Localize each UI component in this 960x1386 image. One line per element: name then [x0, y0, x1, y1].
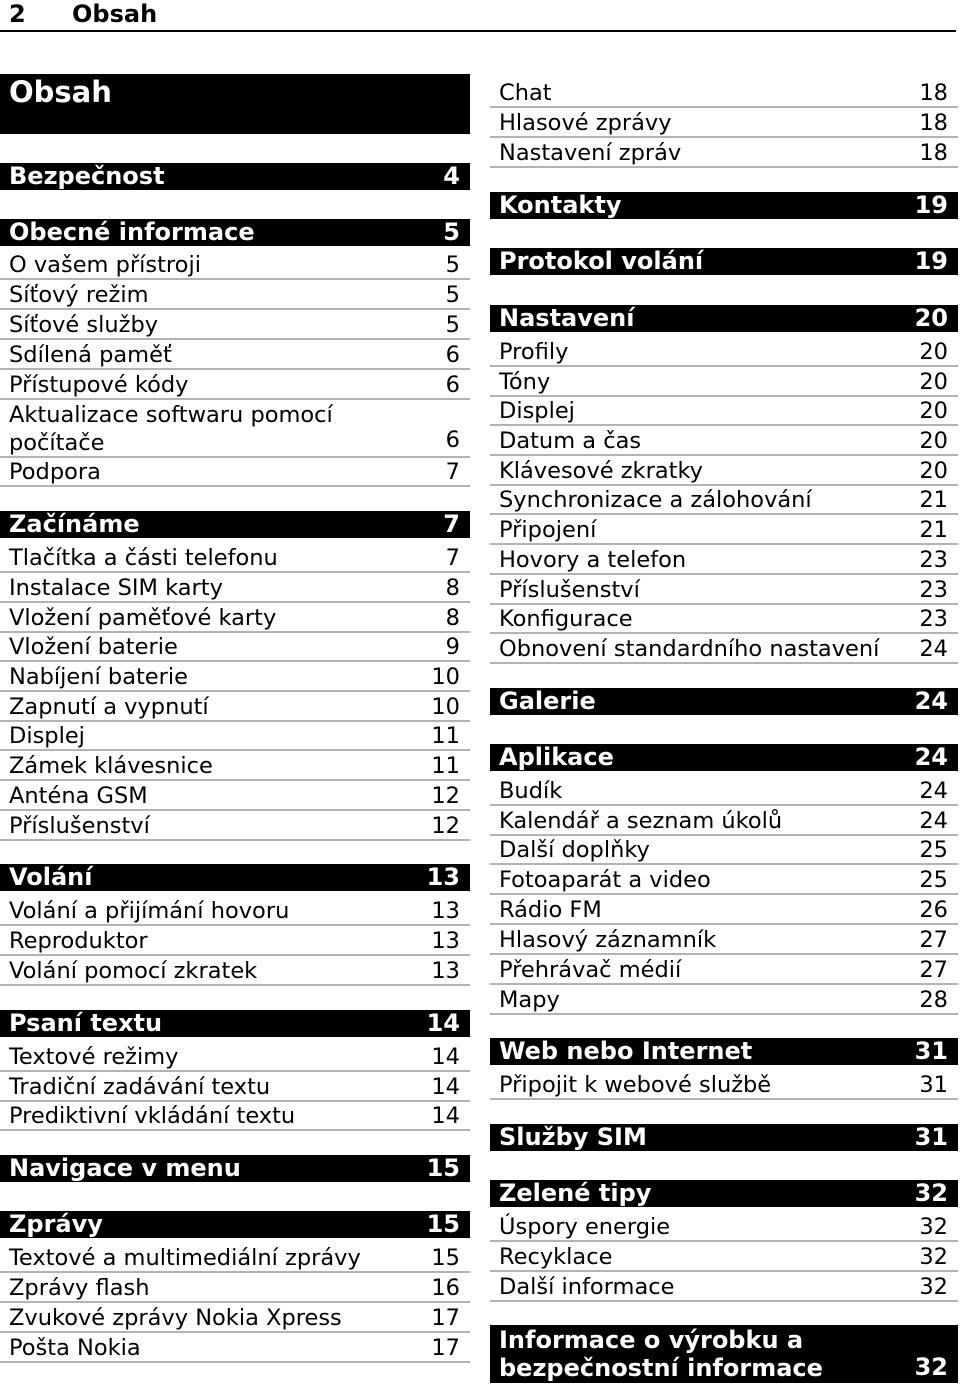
entry-title: Přehrávač médií [499, 957, 682, 983]
entry-title: Příslušenství [499, 577, 640, 603]
entry-title: Instalace SIM karty [9, 575, 223, 601]
entry-title: Rádio FM [499, 897, 602, 923]
toc-section-heading[interactable] [490, 305, 958, 332]
toc-entry[interactable] [0, 250, 470, 280]
toc-entry[interactable] [0, 781, 470, 811]
toc-entry[interactable] [0, 310, 470, 340]
page-ref: 5 [445, 252, 460, 278]
entry-title: Hlasové zprávy [499, 110, 672, 136]
entry-title: Připojit k webové službě [499, 1072, 772, 1098]
page-ref: 31 [914, 1123, 948, 1151]
page-ref: 19 [914, 191, 948, 219]
entry-title: Fotoaparát a video [499, 867, 711, 893]
page-ref: 32 [919, 1244, 948, 1270]
entry-title: Displej [9, 723, 85, 749]
page-ref: 20 [914, 304, 948, 332]
page-ref: 5 [445, 312, 460, 338]
entry-title: Zapnutí a vypnutí [9, 694, 209, 720]
toc-entry[interactable] [0, 399, 470, 458]
page-ref: 20 [919, 398, 948, 424]
entry-title: Další informace [499, 1274, 675, 1300]
entry-title: Přístupové kódy [9, 372, 189, 398]
page-ref: 8 [445, 575, 460, 601]
toc-entry[interactable] [490, 835, 958, 865]
page-ref: 25 [919, 867, 948, 893]
toc-entry[interactable] [490, 895, 958, 925]
page-ref: 5 [443, 218, 460, 246]
page-ref: 15 [426, 1210, 460, 1238]
entry-title: O vašem přístroji [9, 252, 201, 278]
entry-title: Synchronizace a zálohování [499, 487, 812, 513]
page-ref: 11 [431, 753, 460, 779]
section-title: Začínáme [9, 510, 140, 538]
page-ref: 26 [919, 897, 948, 923]
toc-entry[interactable] [0, 280, 470, 310]
page-ref: 19 [914, 247, 948, 275]
toc-entry[interactable] [490, 985, 958, 1015]
page-ref: 7 [445, 459, 460, 485]
toc-section-heading[interactable] [0, 511, 470, 538]
page-ref: 17 [431, 1305, 460, 1331]
section-title: Web nebo Internet [499, 1037, 753, 1065]
toc-entry[interactable] [490, 337, 958, 367]
page-ref: 14 [426, 1009, 460, 1037]
page-ref: 24 [919, 778, 948, 804]
section-title: Volání [9, 863, 93, 891]
entry-title: Další doplňky [499, 837, 650, 863]
page-ref: 24 [919, 808, 948, 834]
entry-title: Tóny [499, 369, 551, 395]
entry-title: Hovory a telefon [499, 547, 687, 573]
toc-entry[interactable] [0, 692, 470, 722]
toc-entry[interactable] [490, 955, 958, 985]
toc-section-heading[interactable] [0, 163, 470, 190]
page-ref: 8 [445, 605, 460, 631]
toc-section-heading[interactable] [490, 1180, 958, 1207]
page-ref: 13 [431, 958, 460, 984]
page-ref: 10 [431, 694, 460, 720]
entry-title: Zámek klávesnice [9, 753, 213, 779]
entry-title: Konfigurace [499, 606, 633, 632]
entry-title: Sdílená paměť [9, 342, 172, 368]
toc-entry[interactable] [490, 138, 958, 168]
page-ref: 16 [431, 1275, 460, 1301]
toc-entry[interactable] [490, 456, 958, 486]
toc-section-heading[interactable] [0, 1155, 470, 1182]
page-ref: 14 [431, 1103, 460, 1129]
entry-title: Vložení baterie [9, 634, 178, 660]
toc-entry[interactable] [490, 806, 958, 836]
page-ref: 24 [914, 743, 948, 771]
entry-title: Tradiční zadávání textu [9, 1074, 271, 1100]
page-ref: 20 [919, 458, 948, 484]
page-ref: 32 [914, 1179, 948, 1207]
entry-title: Podpora [9, 459, 101, 485]
entry-title: Tlačítka a části telefonu [9, 545, 278, 571]
toc-entry[interactable] [0, 956, 470, 986]
page-ref: 15 [431, 1245, 460, 1271]
section-title: Aplikace [499, 743, 614, 771]
toc-section-heading[interactable] [490, 744, 958, 771]
toc-entry[interactable] [490, 634, 958, 664]
section-title: Navigace v menu [9, 1154, 241, 1182]
page-ref: 25 [919, 837, 948, 863]
entry-title: Chat [499, 80, 552, 106]
page-ref: 6 [445, 372, 460, 398]
toc-section-heading[interactable] [490, 1325, 958, 1383]
toc-entry[interactable] [490, 604, 958, 634]
toc-entry[interactable] [0, 896, 470, 926]
entry-title: Textové režimy [9, 1044, 179, 1070]
toc-entry[interactable] [0, 370, 470, 400]
section-title: Galerie [499, 687, 596, 715]
toc-main-title [0, 74, 470, 134]
toc-main-title-text: Obsah [9, 75, 112, 109]
toc-section-heading[interactable] [0, 1211, 470, 1238]
toc-entry[interactable] [0, 751, 470, 781]
page-ref: 6 [445, 427, 460, 453]
entry-title: Zvukové zprávy Nokia Xpress [9, 1305, 342, 1331]
toc-entry[interactable] [0, 1303, 470, 1333]
page-ref: 11 [431, 723, 460, 749]
toc-entry[interactable] [490, 776, 958, 806]
toc-entry[interactable] [0, 543, 470, 573]
toc-entry[interactable] [490, 367, 958, 397]
page-ref: 15 [426, 1154, 460, 1182]
entry-title: Nastavení zpráv [499, 140, 682, 166]
toc-section-heading[interactable] [490, 1038, 958, 1065]
entry-title: Síťové služby [9, 312, 159, 338]
toc-entry[interactable] [490, 108, 958, 138]
section-title: Nastavení [499, 304, 635, 332]
entry-title: Datum a čas [499, 428, 642, 454]
entry-title: Volání a přijímání hovoru [9, 898, 290, 924]
toc-entry[interactable] [490, 575, 958, 605]
section-title: Zprávy [9, 1210, 103, 1238]
running-title: Obsah [72, 0, 158, 28]
section-title: Obecné informace [9, 218, 255, 246]
entry-title: Aktualizace softwaru pomocí počítače [9, 402, 333, 456]
toc-entry[interactable] [490, 1212, 958, 1242]
toc-entry[interactable] [490, 426, 958, 456]
page-ref: 32 [919, 1214, 948, 1240]
toc-section-heading[interactable] [0, 1010, 470, 1037]
toc-entry[interactable] [490, 1272, 958, 1302]
page-ref: 18 [919, 140, 948, 166]
page-ref: 10 [431, 664, 460, 690]
page-ref: 13 [431, 898, 460, 924]
entry-title: Profily [499, 339, 569, 365]
toc-entry[interactable] [490, 485, 958, 515]
toc-entry[interactable] [0, 721, 470, 751]
toc-section-heading[interactable] [0, 864, 470, 891]
toc-entry[interactable] [490, 396, 958, 426]
page-ref: 13 [426, 863, 460, 891]
entry-title: Kalendář a seznam úkolů [499, 808, 783, 834]
entry-title: Recyklace [499, 1244, 613, 1270]
toc-entry[interactable] [0, 1243, 470, 1273]
page-ref: 6 [445, 342, 460, 368]
page-ref: 28 [919, 987, 948, 1013]
toc-section-heading[interactable] [490, 688, 958, 715]
page-ref: 23 [919, 547, 948, 573]
page-ref: 12 [431, 813, 460, 839]
entry-title: Budík [499, 778, 563, 804]
entry-title: Volání pomocí zkratek [9, 958, 258, 984]
entry-title: Úspory energie [499, 1214, 671, 1240]
section-title: Služby SIM [499, 1123, 647, 1151]
page-ref: 32 [919, 1274, 948, 1300]
page-ref: 7 [443, 510, 460, 538]
toc-entry[interactable] [0, 662, 470, 692]
page-ref: 21 [919, 487, 948, 513]
page-ref: 9 [445, 634, 460, 660]
toc-section-heading[interactable] [490, 248, 958, 275]
entry-title: Příslušenství [9, 813, 150, 839]
toc-entry[interactable] [0, 1072, 470, 1102]
entry-title: Obnovení standardního nastavení [499, 636, 880, 662]
page-ref: 7 [445, 545, 460, 571]
entry-title: Síťový režim [9, 282, 149, 308]
page-ref: 20 [919, 339, 948, 365]
toc-section-heading[interactable] [490, 192, 958, 219]
page-ref: 24 [914, 687, 948, 715]
page-header [0, 0, 956, 32]
toc-entry[interactable] [0, 340, 470, 370]
entry-title: Klávesové zkratky [499, 458, 703, 484]
page-ref: 27 [919, 957, 948, 983]
toc-entry[interactable] [490, 865, 958, 895]
toc-entry[interactable] [490, 78, 958, 108]
toc-entry[interactable] [490, 925, 958, 955]
toc-entry[interactable] [0, 632, 470, 662]
toc-entry[interactable] [490, 1242, 958, 1272]
page-ref: 23 [919, 577, 948, 603]
entry-title: Pošta Nokia [9, 1335, 141, 1361]
page-ref: 18 [919, 110, 948, 136]
toc-entry[interactable] [0, 1333, 470, 1363]
page-ref: 20 [919, 428, 948, 454]
page-ref: 17 [431, 1335, 460, 1361]
page-ref: 13 [431, 928, 460, 954]
toc-entry[interactable] [0, 603, 470, 633]
toc-section-heading[interactable] [490, 1124, 958, 1151]
section-title: Psaní textu [9, 1009, 163, 1037]
entry-title: Hlasový záznamník [499, 927, 717, 953]
page-number: 2 [9, 0, 26, 28]
entry-title: Textové a multimediální zprávy [9, 1245, 361, 1271]
toc-entry[interactable] [0, 1273, 470, 1303]
entry-title: Nabíjení baterie [9, 664, 188, 690]
toc-entry[interactable] [490, 1070, 958, 1100]
section-title: Protokol volání [499, 247, 704, 275]
page-ref: 12 [431, 783, 460, 809]
entry-title: Připojení [499, 517, 597, 543]
toc-entry[interactable] [0, 1042, 470, 1072]
entry-title: Zprávy flash [9, 1275, 150, 1301]
toc-entry[interactable] [0, 811, 470, 841]
page-ref: 4 [443, 162, 460, 190]
page-ref: 32 [914, 1353, 948, 1381]
entry-title: Displej [499, 398, 575, 424]
page-ref: 23 [919, 606, 948, 632]
page-ref: 20 [919, 369, 948, 395]
entry-title: Reproduktor [9, 928, 148, 954]
section-title: Kontakty [499, 191, 622, 219]
entry-title: Vložení paměťové karty [9, 605, 277, 631]
page-ref: 27 [919, 927, 948, 953]
page-ref: 31 [919, 1072, 948, 1098]
section-title: Bezpečnost [9, 162, 165, 190]
entry-title: Prediktivní vkládání textu [9, 1103, 296, 1129]
toc-entry[interactable] [0, 926, 470, 956]
section-title: Zelené tipy [499, 1179, 652, 1207]
toc-entry[interactable] [490, 545, 958, 575]
entry-title: Mapy [499, 987, 560, 1013]
toc-section-heading[interactable] [0, 219, 470, 246]
page-ref: 14 [431, 1074, 460, 1100]
toc-entry[interactable] [0, 457, 470, 487]
page-ref: 5 [445, 282, 460, 308]
toc-entry[interactable] [490, 515, 958, 545]
section-title: Informace o výrobku a bezpečnostní informace [499, 1326, 823, 1382]
toc-entry[interactable] [0, 573, 470, 603]
page-ref: 24 [919, 636, 948, 662]
page-ref: 31 [914, 1037, 948, 1065]
page-ref: 21 [919, 517, 948, 543]
entry-title: Anténa GSM [9, 783, 148, 809]
toc-entry[interactable] [0, 1101, 470, 1131]
page-ref: 14 [431, 1044, 460, 1070]
page-ref: 18 [919, 80, 948, 106]
